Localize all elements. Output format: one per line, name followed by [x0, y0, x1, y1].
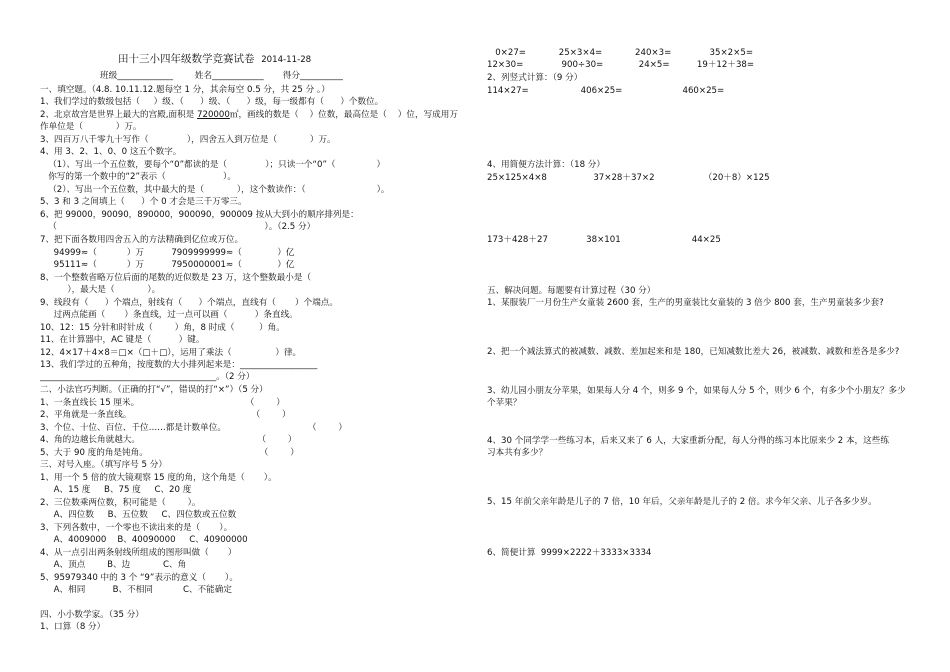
- question-text: （1）、写出一个五位数，要每个“0”都读的是（ ）；只读一个“0”（ ）: [40, 160, 386, 170]
- exam-date: 2014-11-28: [261, 55, 312, 65]
- question-text: 11、在计算器中，AC 键是（ ）键。: [40, 335, 205, 345]
- student-info-line: 班级_____________ 姓名____________ 得分__________: [100, 71, 343, 81]
- question-text: （ ）。（2.5 分）: [40, 222, 316, 232]
- word-problem: 个苹果？: [487, 398, 522, 408]
- question-text: 5、95979340 中的 3 个 “9”表示的意义（ ）。: [40, 573, 238, 583]
- question-text: （2）、写出一个五位数，其中最大的是（ ），这个数读作：（ ）。: [40, 185, 390, 195]
- question-text: 9、线段有（ ）个端点，射线有（ ）个端点，直线有（ ）个端点。: [40, 298, 338, 308]
- question-text: 1、一条直线长 15 厘米。 （ ）: [40, 398, 285, 408]
- question-text: 12、4×17＋4×8＝□×（□＋□），运用了乘法（ ）律。: [40, 348, 302, 358]
- question-text: 2、平角就是一条直线。 （ ）: [40, 410, 291, 420]
- section-1-heading: 一、填空题。（4.8. 10.11.12.题每空 1 分，其余每空 0.5 分，共 25 分 。）: [40, 85, 330, 95]
- subsection-heading: 2、列竖式计算：（9 分）: [487, 73, 583, 83]
- word-problem: 4、30 个同学学一些练习本，后来又来了 6 人，大家重新分配，每人分得的练习本比原来少 2 本，这些练: [487, 436, 889, 446]
- word-problem: 5、15 年前父亲年龄是儿子的 7 倍，10 年后，父亲年龄是儿子的 2 倍。求今年父亲、儿子各多少岁。: [487, 497, 877, 507]
- question-text: 5、3 和 3 之间填上（ ）个 0 才会是三千万零三。: [40, 197, 247, 207]
- underlined-number: 720000: [197, 110, 230, 120]
- section-5-heading: 五、解决问题。每题要有计算过程（30 分）: [487, 286, 656, 296]
- question-text: 94999≈（ ）万 7909999999≈（ ）亿: [40, 248, 295, 258]
- answer-options: A、4009000 B、40090000 C、40900000: [40, 535, 248, 545]
- question-text: 3、个位、十位、百位、千位……都是计数单位。 （ ）: [40, 423, 347, 433]
- question-text: 作单位是（ ）万。: [40, 122, 142, 132]
- question-text: 95111≈（ ）万 7950000001≈（ ）亿: [40, 260, 295, 270]
- question-text: 6、把 99000，90090，890000，900090，900009 按从大到小的顺序排列是：: [40, 210, 359, 220]
- question-text: 8、一个整数省略万位后面的尾数的近似数是 23 万，这个整数最小是（: [40, 273, 312, 283]
- oral-calc-row: 0×27= 25×3×4= 240×3= 35×2×5=: [487, 48, 754, 58]
- simplified-calc-row: 25×125×4×8 37×28＋37×2 （20＋8）×125: [487, 173, 770, 183]
- title-text: 田十三小四年级数学竞赛试卷: [118, 53, 255, 65]
- question-text: 1、我们学过的数级包括（ ）级、（ ）级、（ ）级，每一级都有（ ）个数位。: [40, 97, 384, 107]
- question-text: 5、大于 90 度的角是钝角。 （ ）: [40, 448, 299, 458]
- section-4-heading: 四、小小数学家。（35 分）: [40, 610, 144, 620]
- answer-options: A、相同 B、不相同 C、不能确定: [40, 585, 232, 595]
- answer-options: A、15 度 B、75 度 C、20 度: [40, 485, 192, 495]
- simplified-calc-row: 173＋428＋27 38×101 44×25: [487, 235, 721, 245]
- word-problem: 1、某服装厂一月份生产女童装 2600 套，生产的男童装比女童装的 3 倍少 800 套，生产男童装多少套?: [487, 298, 884, 308]
- word-problem: 3、幼儿园小朋友分苹果，如果每人分 4 个，则多 9 个，如果每人分 5 个，则少 6 个，有多少个小朋友？多少: [487, 386, 906, 396]
- subsection-heading: 4、用简便方法计算：（18 分）: [487, 160, 605, 170]
- question-text: ），最大是（ ）。: [40, 285, 161, 295]
- question-text: 过两点能画（ ）条直线，过一点可以画（ ）条直线。: [40, 310, 298, 320]
- word-problem: 2、把一个减法算式的被减数、减数、差加起来和是 180，已知减数比差大 26，被减数、减数和差各是多少?: [487, 347, 900, 357]
- question-text: 13、我们学过的五种角，按度数的大小排列起来是：__________________: [40, 360, 318, 370]
- question-text: 2、三位数乘两位数，积可能是（ ）。: [40, 498, 201, 508]
- question-text: 1、口算（8 分）: [40, 622, 106, 632]
- question-text: 3、四百万八千零九十写作（ ），四舍五入到万位是（ ）万。: [40, 135, 336, 145]
- word-problem: 习本共有多少？: [487, 448, 548, 458]
- question-text: 4、从一点引出两条射线所组成的图形叫做（ ）: [40, 548, 237, 558]
- exam-title: [118, 54, 311, 66]
- question-text: 你写的第一个数中的“2”表示（ ）。: [40, 172, 236, 182]
- question-text: 4、用 3、2、1、0、0 这五个数字。: [40, 147, 182, 157]
- question-text: 10、12：15 分针和时针成（ ）角，8 时成（ ）角。: [40, 323, 285, 333]
- question-text: 1、用一个 5 倍的放大镜观察 15 度的角，这个角是（ ）。: [40, 473, 277, 483]
- answer-options: A、顶点 B、边 C、角: [40, 560, 187, 570]
- answer-options: A、四位数 B、五位数 C、四位数或五位数: [40, 510, 237, 520]
- question-text: 2、北京故宫是世界上最大的宫殿,面积是 720000㎡，画线的数是（ ）位数，最高位是（ ）位，写成用万: [40, 110, 458, 120]
- question-text: 3、下列各数中，一个零也不读出来的是（ ）。: [40, 523, 233, 533]
- section-3-heading: 三、对号入座。（填写序号 5 分）: [40, 460, 167, 470]
- vertical-calc-row: 114×27= 406×25= 460×25=: [487, 86, 725, 96]
- question-text: 4、角的边越长角就越大。 （ ）: [40, 435, 297, 445]
- question-text: 7、把下面各数用四舍五入的方法精确到亿位或万位。: [40, 235, 244, 245]
- section-2-heading: 二、小法官巧判断。（正确的打“√”，错误的打“×”）（5 分）: [40, 385, 268, 395]
- oral-calc-row: 12×30= 900÷30= 24×5= 19＋12＋38=: [487, 60, 755, 70]
- question-text: _________________________________________。（2 分）: [40, 372, 255, 382]
- word-problem: 6、简便计算 9999×2222＋3333×3334: [487, 548, 652, 558]
